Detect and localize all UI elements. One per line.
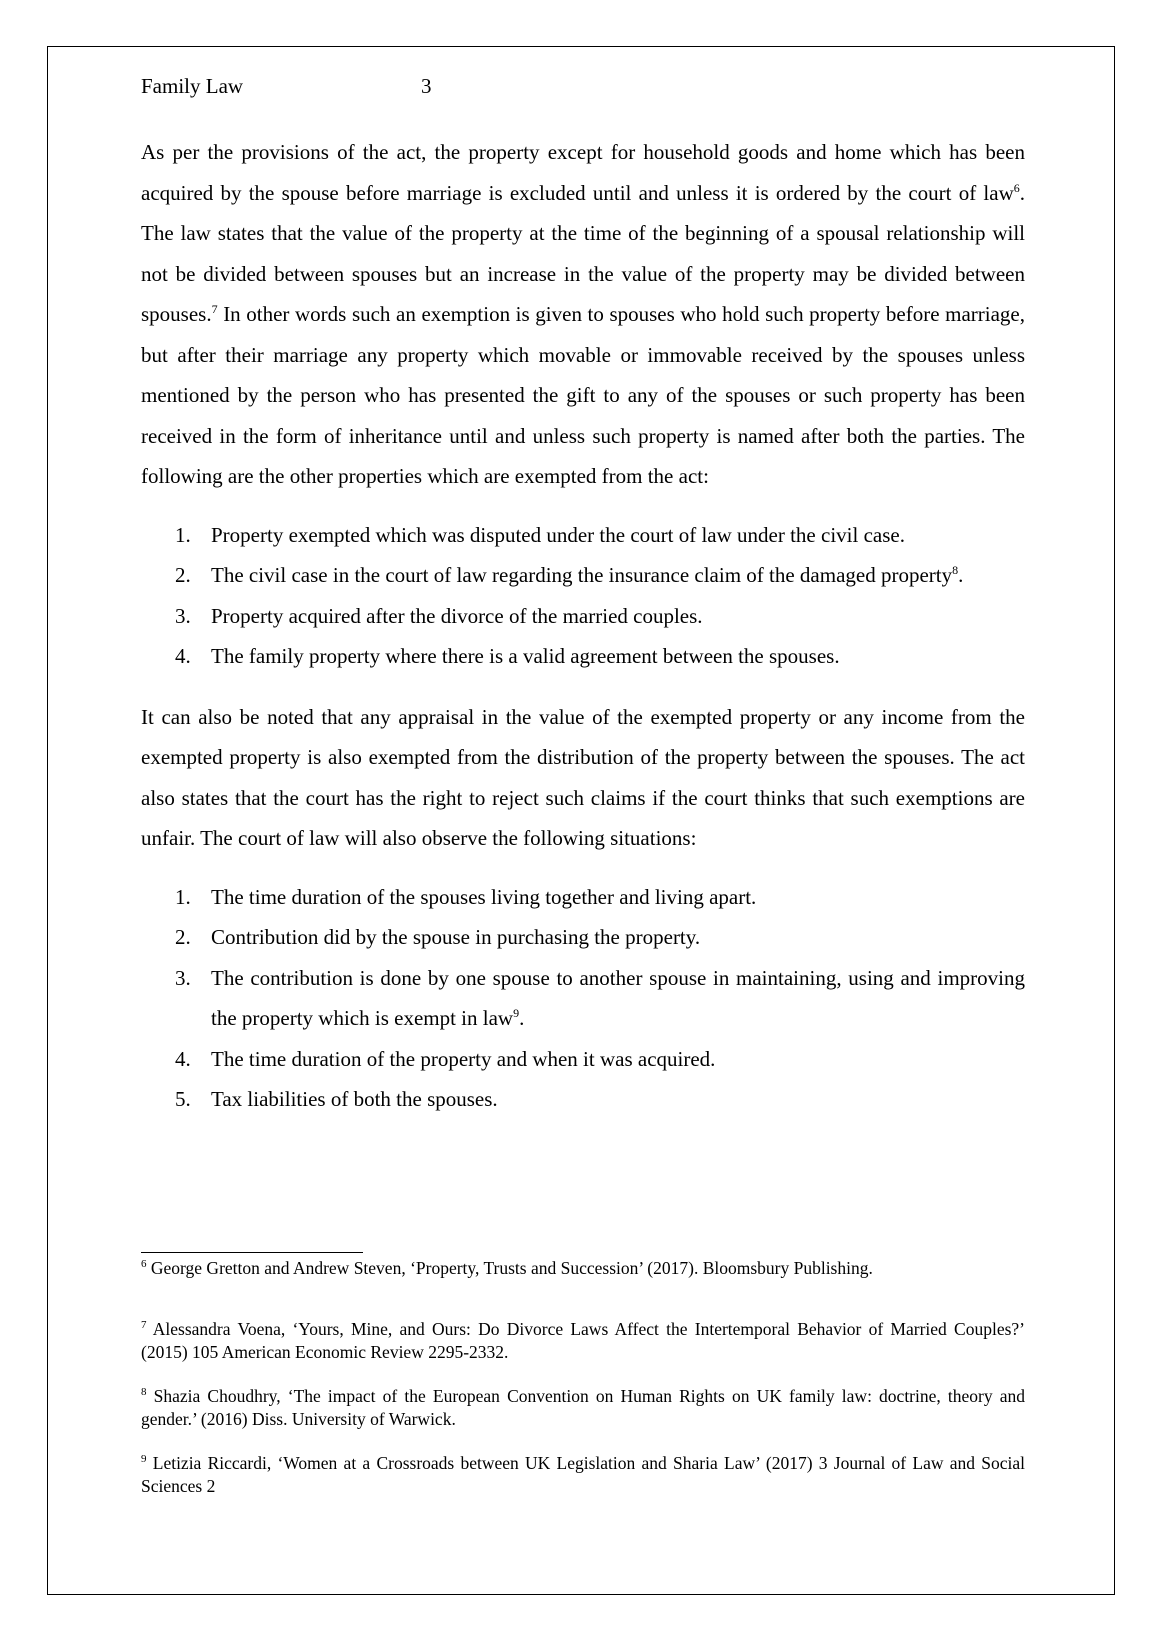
paragraph-1-text-b: . The law states that the value of the property at the time of the beginning of a spousal relationship will not be divided between spouses but an increase in the value of the property may be divided between spouses.	[141, 180, 1025, 326]
list-item-number: 1.	[175, 522, 191, 547]
paragraph-1-text-c: In other words such an exemption is given to spouses who hold such property before marriage, but after their marriage any property which movable or immovable received by the spouses unless mentioned by the person who has presented the gift to any of the spouses or such property has been received in the form of inheritance until and unless such property is named after both the parties. The following are the other properties which are exempted from the act:	[141, 302, 1025, 488]
list-item	[141, 917, 1025, 958]
list-item-number: 4.	[175, 1046, 191, 1071]
page-content	[141, 66, 1025, 1120]
list-item-number: 3.	[175, 603, 191, 628]
footnote-6	[141, 1257, 1025, 1280]
footnote-ref-6[interactable]: 6	[1013, 180, 1020, 195]
list-item-text: The family property where there is a valid agreement between the spouses.	[211, 644, 840, 668]
list-item	[141, 958, 1025, 1039]
footnote-9	[141, 1452, 1025, 1498]
footnote-ref-7[interactable]: 7	[211, 302, 218, 316]
list-item	[141, 1079, 1025, 1120]
running-header	[141, 66, 1025, 106]
list-item	[141, 636, 1025, 677]
footnote-ref-8[interactable]: 8	[952, 563, 959, 577]
list-item	[141, 596, 1025, 637]
footnote-text: Letizia Riccardi, ‘Women at a Crossroads between UK Legislation and Sharia Law’ (2017) 3 Journal of Law and Social Sciences 2	[141, 1453, 1025, 1496]
list-item	[141, 877, 1025, 918]
list-item-number: 4.	[175, 644, 191, 668]
footnote-7	[141, 1318, 1025, 1364]
footnote-separator	[141, 1252, 363, 1253]
footnote-number: 9	[141, 1453, 147, 1466]
list-item	[141, 555, 1025, 596]
list-item-text: Contribution did by the spouse in purchasing the property.	[211, 925, 701, 949]
list-item-text: Property acquired after the divorce of the married couples.	[211, 603, 703, 628]
paragraph-1-text-a: As per the provisions of the act, the property except for household goods and home which has been acquired by the spouse before marriage is excluded until and unless it is ordered by the court of law	[141, 140, 1025, 205]
footnote-ref-9[interactable]: 9	[513, 1006, 520, 1020]
list-item-text: The civil case in the court of law regarding the insurance claim of the damaged property	[211, 563, 953, 587]
footnote-number: 8	[141, 1386, 147, 1399]
header-title: Family Law	[141, 74, 244, 98]
footnote-text: Alessandra Voena, ‘Yours, Mine, and Ours: Do Divorce Laws Affect the Intertemporal Behavior of Married Couples?’ (2015) 105 American Economic Review 2295-2332.	[141, 1319, 1025, 1362]
list-item-number: 2.	[175, 925, 191, 949]
list-item-text: The contribution is done by one spouse to another spouse in maintaining, using and improving the property which is exempt in law	[211, 965, 1025, 1030]
list-item-text: The time duration of the spouses living together and living apart.	[211, 884, 757, 909]
list-item-text-end: .	[519, 1006, 525, 1030]
footnotes	[141, 1257, 1025, 1498]
list-item-text: Tax liabilities of both the spouses.	[211, 1087, 498, 1111]
list-item	[141, 1039, 1025, 1080]
exempted-properties-list	[141, 515, 1025, 677]
list-item-text: Property exempted which was disputed under the court of law under the civil case.	[211, 522, 905, 547]
list-item-number: 1.	[175, 884, 191, 909]
paragraph-1	[141, 132, 1025, 497]
footnote-8	[141, 1385, 1025, 1431]
footnote-number: 7	[141, 1319, 147, 1332]
footnote-number: 6	[141, 1258, 147, 1271]
paragraph-2: It can also be noted that any appraisal in the value of the exempted property or any income from the exempted property is also exempted from the distribution of the property between the spouses. The act also states that the court has the right to reject such claims if the court thinks that such exemptions are unfair. The court of law will also observe the following situations:	[141, 704, 1025, 850]
list-item-text-end: .	[958, 563, 964, 587]
list-item-number: 3.	[175, 965, 191, 990]
footnote-text: George Gretton and Andrew Steven, ‘Property, Trusts and Succession’ (2017). Bloomsbury Publishing.	[146, 1258, 873, 1278]
list-item-number: 5.	[175, 1087, 191, 1111]
footnote-text: Shazia Choudhry, ‘The impact of the European Convention on Human Rights on UK family law: doctrine, theory and gender.’ (2016) Diss. University of Warwick.	[141, 1386, 1025, 1429]
list-item-text: The time duration of the property and when it was acquired.	[211, 1046, 716, 1071]
page-number: 3	[421, 74, 432, 98]
list-item-number: 2.	[175, 563, 191, 587]
court-situations-list	[141, 877, 1025, 1120]
list-item	[141, 515, 1025, 556]
